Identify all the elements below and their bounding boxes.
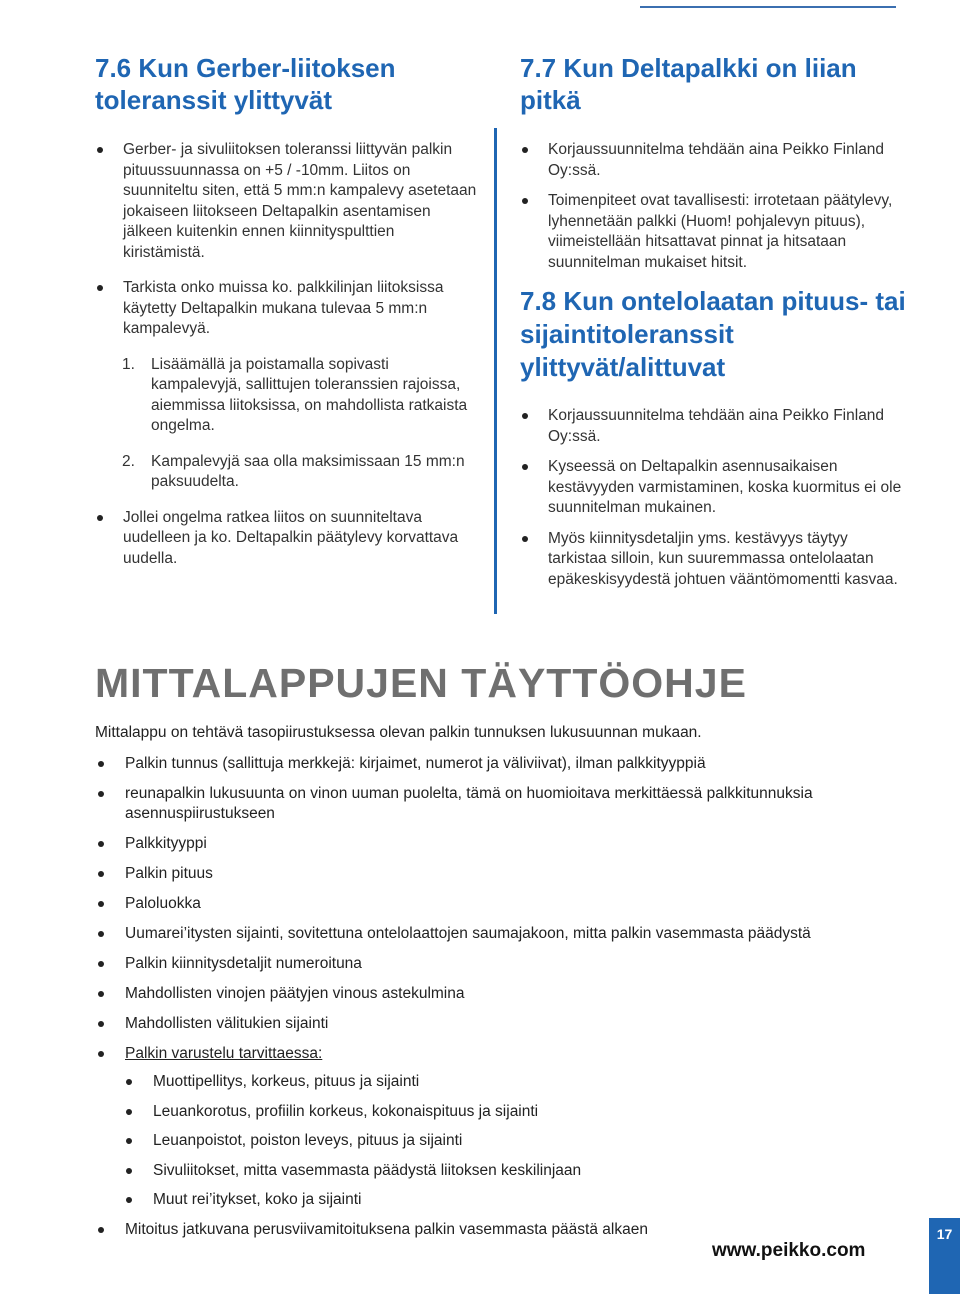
sub-list-item: Muottipellitys, korkeus, pituus ja sijainti: [125, 1072, 885, 1092]
instructions-list: [95, 754, 885, 1240]
list-item: Myös kiinnitysdetaljin yms. kestävyys täytyy tarkistaa silloin, kun suuremmassa ontelolaatan epäkeskisyydestä johtuen vääntömomentti kasvaa.: [520, 529, 910, 591]
instructions-section: [95, 722, 885, 1240]
left-column: [95, 52, 480, 569]
top-rule: [640, 6, 896, 8]
sub-list-item: Muut rei’itykset, koko ja sijainti: [125, 1190, 885, 1210]
item-text: Kampalevyjä saa olla maksimissaan 15 mm:n paksuudelta.: [151, 452, 465, 490]
equipment-list: [125, 1072, 885, 1210]
list-item: Toimenpiteet ovat tavallisesti: irrotetaan päätylevy, lyhennetään palkki (Huom! pohjalevyn pituus), viimeistellään hitsattavat pinnat ja hitsataan suunnitelman mukaiset hitsit.: [520, 191, 910, 273]
list-item: Palkin tunnus (sallittuja merkkejä: kirjaimet, numerot ja väliviivat), ilman palkkityyppiä: [95, 754, 885, 774]
numbered-item: [95, 452, 480, 493]
bullet-list: [95, 140, 480, 340]
sub-list-item: Sivuliitokset, mitta vasemmasta päädystä liitoksen keskilinjaan: [125, 1161, 885, 1181]
column-divider: [494, 128, 497, 614]
list-item: Gerber- ja sivuliitoksen toleranssi liittyvän palkin pituussuunnassa on +5 / -10mm. Liitos on suunniteltu siten, että 5 mm:n kampalevy asetetaan jokaiseen liitokseen Deltapalkin asentamisen jälkeen kuitenkin ennen kiinnityspulttien kiristämistä.: [95, 140, 480, 263]
list-item-equipment: [95, 1044, 885, 1210]
page-title: MITTALAPPUJEN TÄYTTÖOHJE: [95, 660, 747, 706]
list-item: Palkin pituus: [95, 864, 885, 884]
item-text: Lisäämällä ja poistamalla sopivasti kampalevyjä, sallittujen toleranssien rajoissa, aiemmissa liitoksissa, on mahdollista ratkaista ongelma.: [151, 355, 468, 434]
bullet-list: [520, 406, 910, 590]
list-item: reunapalkin lukusuunta on vinon uuman puolelta, tämä on huomioitava merkittäessä palkkitunnuksia asennuspiirustukseen: [95, 784, 885, 824]
right-column: [520, 52, 910, 590]
list-item: Palkin kiinnitysdetaljit numeroituna: [95, 954, 885, 974]
list-item: Kyseessä on Deltapalkin asennusaikaisen kestävyyden varmistaminen, koska kuormitus ei ole suunnitelman mukainen.: [520, 457, 910, 519]
list-item: Mahdollisten välitukien sijainti: [95, 1014, 885, 1034]
section-7-6-heading: 7.6 Kun Gerber-liitoksen toleranssit ylittyvät: [95, 53, 396, 115]
bullet-list: [520, 140, 910, 273]
list-item: Paloluokka: [95, 894, 885, 914]
page-number: 17: [929, 1218, 960, 1294]
item-number: 2.: [122, 452, 135, 470]
list-item: Tarkista onko muissa ko. palkkilinjan liitoksissa käytetty Deltapalkin mukana tulevaa 5 mm:n kampalevyä.: [95, 278, 480, 340]
list-item: Mitoitus jatkuvana perusviivamitoituksena palkin vasemmasta päästä alkaen: [95, 1220, 885, 1240]
list-item: Palkkityyppi: [95, 834, 885, 854]
list-item: Korjaussuunnitelma tehdään aina Peikko Finland Oy:ssä.: [520, 406, 910, 447]
list-item: Uumarei’itysten sijainti, sovitettuna ontelolaattojen saumajakoon, mitta palkin vasemmasta päädystä: [95, 924, 885, 944]
list-item: Mahdollisten vinojen päätyjen vinous astekulmina: [95, 984, 885, 1004]
section-7-7-heading: 7.7 Kun Deltapalkki on liian pitkä: [520, 53, 857, 115]
section-7-8-heading: 7.8 Kun ontelolaatan pituus- tai sijaintitoleranssit ylittyvät/alittuvat: [520, 286, 906, 382]
website-link[interactable]: www.peikko.com: [712, 1240, 866, 1261]
sub-list-item: Leuanpoistot, poiston leveys, pituus ja sijainti: [125, 1131, 885, 1151]
list-item: Korjaussuunnitelma tehdään aina Peikko Finland Oy:ssä.: [520, 140, 910, 181]
bullet-list: [95, 508, 480, 570]
numbered-list: [95, 355, 480, 493]
list-item: Jollei ongelma ratkea liitos on suunniteltava uudelleen ja ko. Deltapalkin päätylevy korvattava uudella.: [95, 508, 480, 570]
equipment-label: Palkin varustelu tarvittaessa:: [125, 1045, 323, 1062]
item-number: 1.: [122, 355, 135, 373]
intro-text: Mittalappu on tehtävä tasopiirustuksessa olevan palkin tunnuksen lukusuunnan mukaan.: [95, 724, 702, 741]
sub-list-item: Leuankorotus, profiilin korkeus, kokonaispituus ja sijainti: [125, 1102, 885, 1122]
numbered-item: [95, 355, 480, 437]
